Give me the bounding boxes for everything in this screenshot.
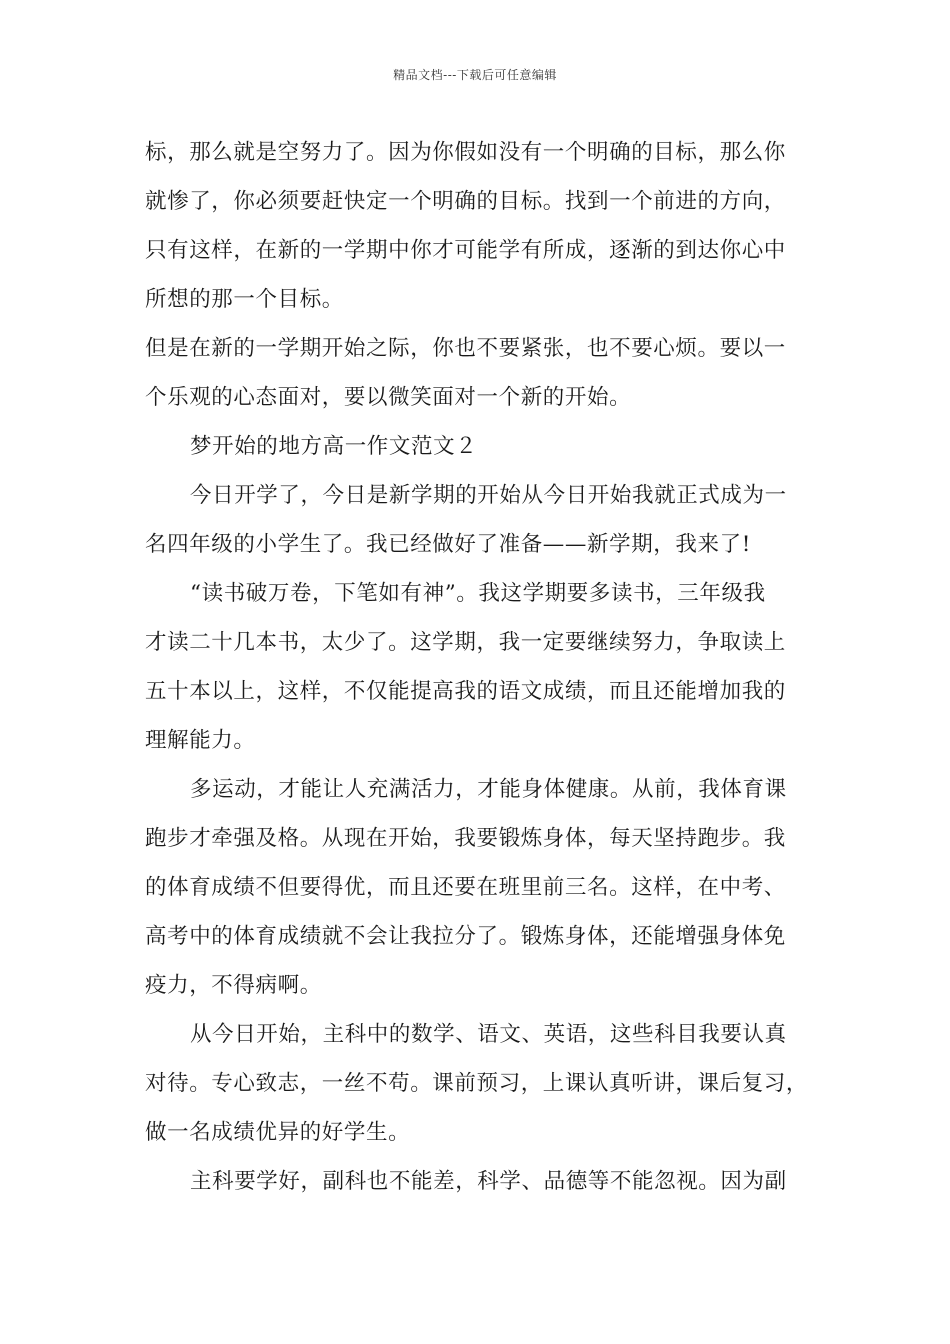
text-line: 今日开学了，今日是新学期的开始从今日开始我就正式成为一 [190, 483, 787, 508]
document-body [145, 128, 825, 1206]
text-line: 做一名成绩优异的好学生。 [145, 1120, 411, 1145]
text-line: 个乐观的心态面对，要以微笑面对一个新的开始。 [145, 385, 632, 410]
section-title: 梦开始的地方高一作文范文２ [190, 434, 478, 459]
text-line: 才读二十几本书，太少了。这学期，我一定要继续努力，争取读上 [145, 630, 786, 655]
text-line: 的体育成绩不但要得优，而且还要在班里前三名。这样，在中考、 [145, 875, 786, 900]
text-line: 但是在新的一学期开始之际，你也不要紧张，也不要心烦。要以一 [145, 336, 786, 361]
text-line: 理解能力。 [145, 728, 256, 753]
text-line: 对待。专心致志，一丝不苟。课前预习，上课认真听讲，课后复习， [145, 1071, 809, 1096]
text-line: 名四年级的小学生了。我已经做好了准备——新学期，我来了! [145, 532, 751, 557]
text-line: 标，那么就是空努力了。因为你假如没有一个明确的目标，那么你 [145, 140, 786, 165]
text-line: 疫力，不得病啊。 [145, 973, 322, 998]
text-line: 五十本以上，这样，不仅能提高我的语文成绩，而且还能增加我的 [145, 679, 786, 704]
text-line: 主科要学好，副科也不能差，科学、品德等不能忽视。因为副 [190, 1169, 787, 1194]
document-header: 精品文档---下载后可任意编辑 [393, 68, 557, 82]
text-line: 就惨了，你必须要赶快定一个明确的目标。找到一个前进的方向， [145, 189, 786, 214]
text-line: 只有这样，在新的一学期中你才可能学有所成，逐渐的到达你心中 [145, 238, 786, 263]
text-line: 所想的那一个目标。 [145, 287, 344, 312]
text-line: 多运动，才能让人充满活力，才能身体健康。从前，我体育课 [190, 777, 787, 802]
text-line: 跑步才牵强及格。从现在开始，我要锻炼身体，每天坚持跑步。我 [145, 826, 786, 851]
text-line: 从今日开始，主科中的数学、语文、英语，这些科目我要认真 [190, 1022, 787, 1047]
text-line: 高考中的体育成绩就不会让我拉分了。锻炼身体，还能增强身体免 [145, 924, 786, 949]
text-line: “读书破万卷，下笔如有神”。我这学期要多读书，三年级我 [190, 581, 766, 606]
